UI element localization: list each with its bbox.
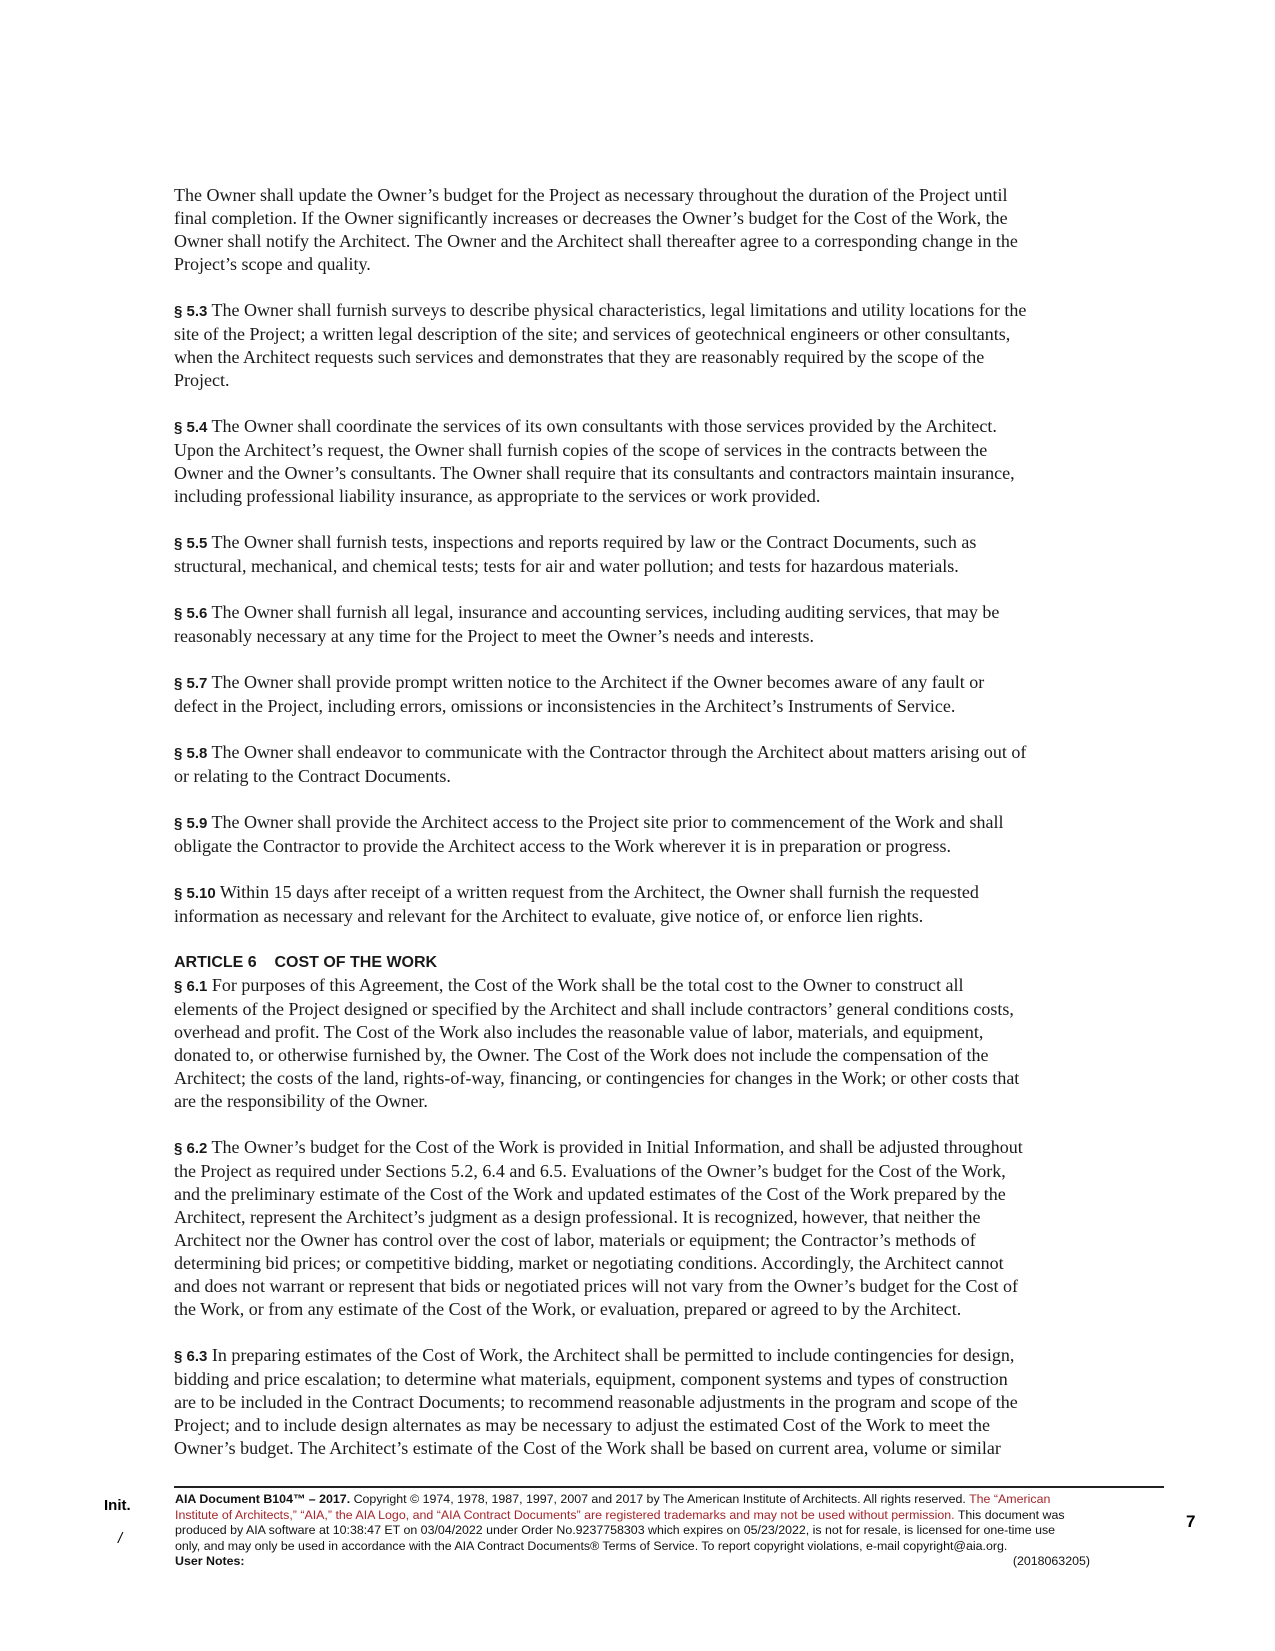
paragraph-line	[174, 346, 1114, 369]
paragraph-line	[174, 555, 1114, 578]
line-text: including professional liability insurance, as appropriate to the services or work provided.	[174, 486, 821, 506]
paragraph-line	[174, 415, 1114, 439]
line-text: determining bid prices; or competitive bidding, market or negotiating conditions. Accordingly, the Architect cannot	[174, 1253, 1004, 1273]
line-text: The Owner shall provide prompt written notice to the Architect if the Owner becomes aware of any fault or	[207, 672, 985, 692]
paragraph-line	[174, 1021, 1114, 1044]
section-number: § 6.3	[174, 1348, 208, 1365]
line-text: Project; and to include design alternates as may be necessary to adjust the estimated Cost of the Work to meet the	[174, 1415, 990, 1435]
license-text-line: only, and may only be used in accordance with the AIA Contract Documents® Terms of Service. To report copyright violations, e-mail copyright@aia.org.	[175, 1538, 1008, 1553]
line-text: Project’s scope and quality.	[174, 254, 371, 274]
paragraph	[174, 1344, 1114, 1460]
paragraph	[174, 671, 1114, 718]
paragraph-line	[174, 439, 1114, 462]
paragraph-line	[174, 601, 1114, 625]
paragraph-line	[174, 369, 1114, 392]
paragraph-line	[174, 998, 1114, 1021]
paragraph-line	[174, 323, 1114, 346]
line-text: bidding and price escalation; to determine what materials, equipment, component systems and types of construction	[174, 1369, 1008, 1389]
line-text: In preparing estimates of the Cost of Work, the Architect shall be permitted to include contingencies for design,	[207, 1345, 1015, 1365]
paragraph-line	[174, 625, 1114, 648]
section-number: § 5.10	[174, 885, 216, 902]
paragraph-line	[174, 1136, 1114, 1160]
line-text: the Project as required under Sections 5.2, 6.4 and 6.5. Evaluations of the Owner’s budget for the Cost of the Work,	[174, 1161, 1006, 1181]
paragraph-line	[174, 531, 1114, 555]
paragraph	[174, 531, 1114, 578]
paragraph	[174, 184, 1114, 276]
line-text: obligate the Contractor to provide the Architect access to the Work wherever it is in preparation or progress.	[174, 836, 951, 856]
line-text: defect in the Project, including errors, omissions or inconsistencies in the Architect’s Instruments of Service.	[174, 696, 956, 716]
paragraph	[174, 741, 1114, 788]
paragraph-line	[174, 974, 1114, 998]
section-number: § 5.9	[174, 815, 208, 832]
line-text: elements of the Project designed or specified by the Architect and shall include contractors’ general conditions costs,	[174, 999, 1014, 1019]
paragraph	[174, 601, 1114, 648]
copyright-text: Copyright © 1974, 1978, 1987, 1997, 2007 and 2017 by The American Institute of Architects. All rights reserved.	[350, 1492, 970, 1506]
line-text: final completion. If the Owner significantly increases or decreases the Owner’s budget for the Cost of the Work, the	[174, 208, 1008, 228]
paragraph-line	[174, 835, 1114, 858]
paragraph-line	[174, 1344, 1114, 1368]
line-text: The Owner shall coordinate the services of its own consultants with those services provided by the Architect.	[207, 416, 997, 436]
paragraph-line	[174, 1229, 1114, 1252]
paragraph-line	[174, 1368, 1114, 1391]
paragraph-line	[174, 1206, 1114, 1229]
paragraph-line	[174, 230, 1114, 253]
paragraph-line	[174, 765, 1114, 788]
article-heading: ARTICLE 6 COST OF THE WORK	[174, 954, 438, 971]
line-text: For purposes of this Agreement, the Cost of the Work shall be the total cost to the Owner to construct all	[207, 975, 964, 995]
paragraph-line	[174, 1391, 1114, 1414]
paragraph-line	[174, 741, 1114, 765]
line-text: Project.	[174, 370, 230, 390]
paragraph	[174, 415, 1114, 508]
page-number: 7	[1186, 1512, 1196, 1531]
line-text: Architect nor the Owner has control over the cost of labor, materials or equipment; the Contractor’s methods of	[174, 1230, 976, 1250]
line-text: The Owner shall furnish tests, inspections and reports required by law or the Contract Documents, such as	[207, 532, 977, 552]
line-text: The Owner shall provide the Architect access to the Project site prior to commencement of the Work and shall	[207, 812, 1004, 832]
section-number: § 5.8	[174, 745, 208, 762]
paragraph-line	[174, 1044, 1114, 1067]
paragraph-line	[174, 671, 1114, 695]
line-text: are the responsibility of the Owner.	[174, 1091, 428, 1111]
section-number: § 5.4	[174, 419, 208, 436]
paragraph	[174, 881, 1114, 928]
section-number: § 6.2	[174, 1140, 208, 1157]
paragraph	[174, 299, 1114, 392]
paragraph-line	[174, 1437, 1114, 1460]
paragraph-line	[174, 485, 1114, 508]
paragraph-line	[174, 1275, 1114, 1298]
line-text: and does not warrant or represent that bids or negotiated prices will not vary from the Owner’s budget for the Cost of	[174, 1276, 1018, 1296]
paragraph	[174, 974, 1114, 1113]
line-text: site of the Project; a written legal description of the site; and services of geotechnical engineers or other consultants,	[174, 324, 1011, 344]
paragraph-line	[174, 695, 1114, 718]
line-text: are to be included in the Contract Documents; to recommend reasonable adjustments in the program and scope of the	[174, 1392, 1018, 1412]
line-text: Owner shall notify the Architect. The Owner and the Architect shall thereafter agree to a corresponding change in the	[174, 231, 1018, 251]
line-text: Within 15 days after receipt of a written request from the Architect, the Owner shall furnish the requested	[215, 882, 979, 902]
paragraph-line	[174, 1298, 1114, 1321]
section-number: § 5.7	[174, 675, 208, 692]
paragraph-line	[174, 1414, 1114, 1437]
line-text: Upon the Architect’s request, the Owner shall furnish copies of the scope of services in the contracts between the	[174, 440, 988, 460]
paragraph-line	[174, 1067, 1114, 1090]
paragraph-line	[174, 905, 1114, 928]
initials-slash: /	[118, 1530, 123, 1547]
license-text: This document was	[954, 1507, 1065, 1522]
section-number: § 5.3	[174, 303, 208, 320]
paragraph-line	[174, 462, 1114, 485]
line-text: reasonably necessary at any time for the Project to meet the Owner’s needs and interests.	[174, 626, 814, 646]
footer-divider	[174, 1486, 1164, 1488]
line-text: The Owner’s budget for the Cost of the Work is provided in Initial Information, and shall be adjusted throughout	[207, 1137, 1023, 1157]
line-text: structural, mechanical, and chemical tests; tests for air and water pollution; and tests for hazardous materials.	[174, 556, 959, 576]
section-number: § 5.5	[174, 535, 208, 552]
document-code: (2018063205)	[1012, 1554, 1090, 1569]
line-text: The Owner shall furnish all legal, insurance and accounting services, including auditing services, that may be	[207, 602, 1000, 622]
paragraph-line	[174, 1183, 1114, 1206]
paragraph-line	[174, 881, 1114, 905]
paragraph-line	[174, 207, 1114, 230]
line-text: The Owner shall endeavor to communicate with the Contractor through the Architect about matters arising out of	[207, 742, 1027, 762]
paragraph-line	[174, 1252, 1114, 1275]
paragraph-line	[174, 1160, 1114, 1183]
license-text-line: produced by AIA software at 10:38:47 ET on 03/04/2022 under Order No.9237758303 which expires on 05/23/2022, is not for resale, is licensed for one-time use	[175, 1523, 1056, 1538]
line-text: The Owner shall update the Owner’s budget for the Project as necessary throughout the duration of the Project until	[174, 185, 1008, 205]
document-body	[174, 184, 1114, 1483]
trademark-text: The “American	[969, 1492, 1051, 1506]
document-name: AIA Document B104™ – 2017.	[175, 1492, 351, 1506]
paragraph-line	[174, 1090, 1114, 1113]
line-text: Architect, represent the Architect’s judgment as a design professional. It is recognized, however, that neither the	[174, 1207, 981, 1227]
initials-label: Init.	[104, 1497, 131, 1514]
line-text: the Work, or from any estimate of the Cost of the Work, or evaluation, prepared or agreed to by the Architect.	[174, 1299, 962, 1319]
paragraph	[174, 811, 1114, 858]
section-number: § 6.1	[174, 978, 208, 995]
paragraph-line	[174, 299, 1114, 323]
paragraph-line	[174, 811, 1114, 835]
line-text: Owner’s budget. The Architect’s estimate of the Cost of the Work shall be based on current area, volume or similar	[174, 1438, 1001, 1458]
paragraph-line	[174, 184, 1114, 207]
paragraph	[174, 1136, 1114, 1321]
copyright-footer	[175, 1492, 1175, 1570]
line-text: donated to, or otherwise furnished by, the Owner. The Cost of the Work does not include the compensation of the	[174, 1045, 989, 1065]
user-notes-label: User Notes:	[175, 1554, 245, 1569]
line-text: The Owner shall furnish surveys to describe physical characteristics, legal limitations and utility locations for the	[207, 300, 1027, 320]
paragraph-line	[174, 253, 1114, 276]
trademark-text-cont: Institute of Architects,” “AIA,” the AIA Logo, and “AIA Contract Documents” are registered trademarks and may not be used without permission.	[175, 1507, 955, 1522]
line-text: or relating to the Contract Documents.	[174, 766, 451, 786]
line-text: Owner and the Owner’s consultants. The Owner shall require that its consultants and contractors maintain insurance,	[174, 463, 1015, 483]
line-text: and the preliminary estimate of the Cost of the Work and updated estimates of the Cost of the Work prepared by the	[174, 1184, 1006, 1204]
line-text: when the Architect requests such services and demonstrates that they are reasonably required by the scope of the	[174, 347, 985, 367]
section-number: § 5.6	[174, 605, 208, 622]
line-text: Architect; the costs of the land, rights-of-way, financing, or contingencies for changes in the Work; or other costs that	[174, 1068, 1020, 1088]
line-text: overhead and profit. The Cost of the Work also includes the reasonable value of labor, materials, and equipment,	[174, 1022, 984, 1042]
line-text: information as necessary and relevant for the Architect to evaluate, give notice of, or enforce lien rights.	[174, 906, 924, 926]
